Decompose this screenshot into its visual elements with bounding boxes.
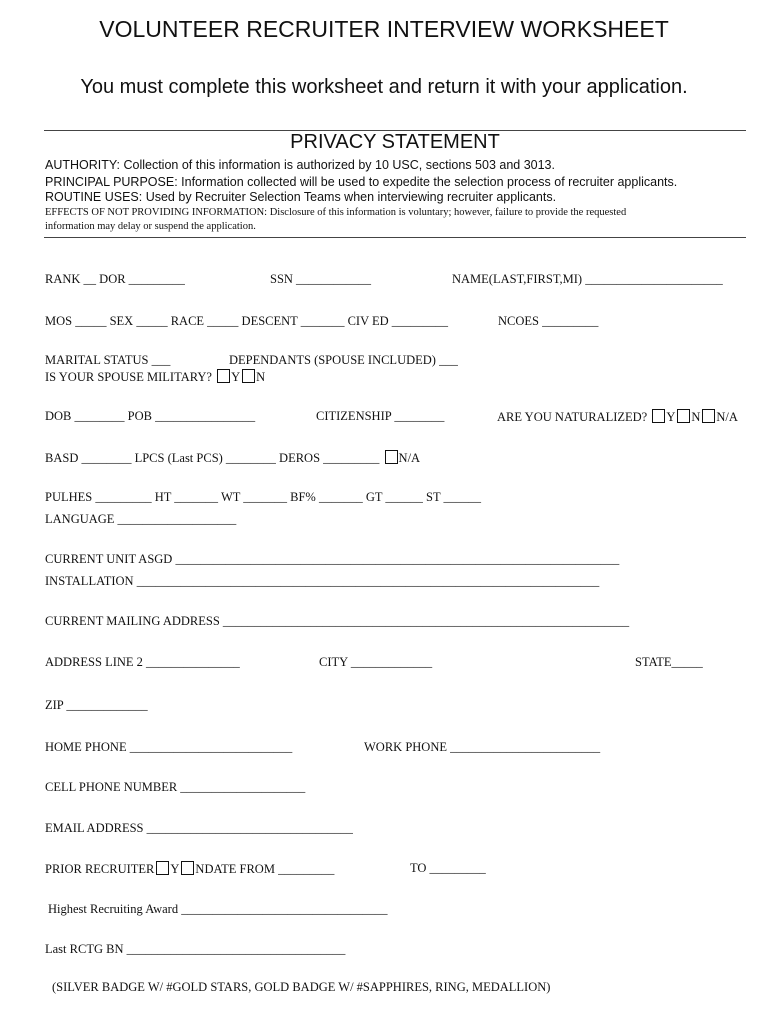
naturalized-yes-label: Y (666, 410, 676, 424)
prior-recruiter-label: PRIOR RECRUITER (45, 862, 155, 876)
cell-phone-field[interactable]: CELL PHONE NUMBER ____________________ (45, 780, 306, 794)
date-to-field[interactable]: TO _________ (410, 861, 486, 875)
naturalized-row (497, 409, 738, 425)
spouse-yes-checkbox[interactable] (217, 369, 230, 383)
prior-recruiter-no-checkbox[interactable] (181, 861, 194, 875)
marital-status-field[interactable]: MARITAL STATUS ___ (45, 353, 171, 367)
prior-recruiter-no-label: N (195, 862, 205, 876)
form-title: VOLUNTEER RECRUITER INTERVIEW WORKSHEET (99, 16, 669, 42)
state-field[interactable]: STATE_____ (635, 655, 703, 669)
prior-recruiter-yes-checkbox[interactable] (156, 861, 169, 875)
name-field[interactable]: NAME(LAST,FIRST,MI) ______________________ (452, 272, 723, 286)
privacy-effects: EFFECTS OF NOT PROVIDING INFORMATION: Disclosure of this information is voluntary; however, failure to provide the requested (45, 207, 627, 218)
privacy-routine-uses: ROUTINE USES: Used by Recruiter Selection Teams when interviewing recruiter applicants. (45, 190, 557, 204)
spouse-no-checkbox[interactable] (242, 369, 255, 383)
citizenship-field[interactable]: CITIZENSHIP ________ (316, 409, 445, 423)
privacy-heading: PRIVACY STATEMENT (290, 131, 500, 153)
pulhes-ht-wt-bf-gt-st-fields[interactable]: PULHES _________ HT _______ WT _______ BF% _______ GT ______ ST ______ (45, 490, 482, 504)
email-field[interactable]: EMAIL ADDRESS _________________________________ (45, 821, 353, 835)
prior-recruiter-row (45, 861, 334, 877)
spouse-no-label: N (256, 370, 266, 384)
mailing-address-field[interactable]: CURRENT MAILING ADDRESS _________________________________________________________________ (45, 614, 630, 628)
naturalized-no-checkbox[interactable] (677, 409, 690, 423)
dependants-field[interactable]: DEPENDANTS (SPOUSE INCLUDED) ___ (229, 353, 458, 367)
home-phone-field[interactable]: HOME PHONE __________________________ (45, 740, 293, 754)
badge-note: (SILVER BADGE W/ #GOLD STARS, GOLD BADGE W/ #SAPPHIRES, RING, MEDALLION) (52, 980, 551, 994)
ncoes-field[interactable]: NCOES _________ (498, 314, 599, 328)
language-field[interactable]: LANGUAGE ___________________ (45, 512, 237, 526)
ssn-field[interactable]: SSN ____________ (270, 272, 372, 286)
work-phone-field[interactable]: WORK PHONE ________________________ (364, 740, 601, 754)
deros-na-label: N/A (398, 451, 421, 465)
highest-award-field[interactable]: Highest Recruiting Award _________________________________ (48, 902, 388, 916)
current-unit-field[interactable]: CURRENT UNIT ASGD _______________________________________________________________________ (45, 552, 620, 566)
mos-sex-race-descent-cived-fields[interactable]: MOS _____ SEX _____ RACE _____ DESCENT _______ CIV ED _________ (45, 314, 449, 328)
deros-na-checkbox[interactable] (385, 450, 398, 464)
basd-lpcs-deros-fields[interactable]: BASD ________ LPCS (Last PCS) ________ DEROS _________ (45, 451, 380, 465)
rank-dor-field[interactable]: RANK __ DOR _________ (45, 272, 185, 286)
date-from-field[interactable]: DATE FROM _________ (204, 862, 335, 876)
bottom-divider (44, 237, 746, 238)
dob-pob-fields[interactable]: DOB ________ POB ________________ (45, 409, 256, 423)
naturalized-na-label: N/A (716, 410, 738, 424)
zip-field[interactable]: ZIP _____________ (45, 698, 148, 712)
last-rctg-bn-field[interactable]: Last RCTG BN ___________________________________ (45, 942, 346, 956)
naturalized-na-checkbox[interactable] (702, 409, 715, 423)
spouse-military-row (45, 369, 265, 385)
installation-field[interactable]: INSTALLATION __________________________________________________________________________ (45, 574, 600, 588)
city-field[interactable]: CITY _____________ (319, 655, 433, 669)
spouse-yes-label: Y (231, 370, 241, 384)
naturalized-no-label: N (691, 410, 701, 424)
basd-row (45, 450, 420, 466)
privacy-effects-cont: information may delay or suspend the application. (45, 221, 256, 232)
privacy-authority: AUTHORITY: Collection of this information is authorized by 10 USC, sections 503 and 3013. (45, 158, 555, 172)
form-subtitle: You must complete this worksheet and return it with your application. (80, 76, 688, 98)
prior-recruiter-yes-label: Y (170, 862, 180, 876)
address-line-2-field[interactable]: ADDRESS LINE 2 _______________ (45, 655, 240, 669)
privacy-purpose: PRINCIPAL PURPOSE: Information collected will be used to expedite the selection process of recruiter applicants. (45, 175, 678, 189)
naturalized-yes-checkbox[interactable] (652, 409, 665, 423)
naturalized-label: ARE YOU NATURALIZED? (497, 410, 648, 424)
spouse-military-label: IS YOUR SPOUSE MILITARY? (45, 370, 212, 384)
